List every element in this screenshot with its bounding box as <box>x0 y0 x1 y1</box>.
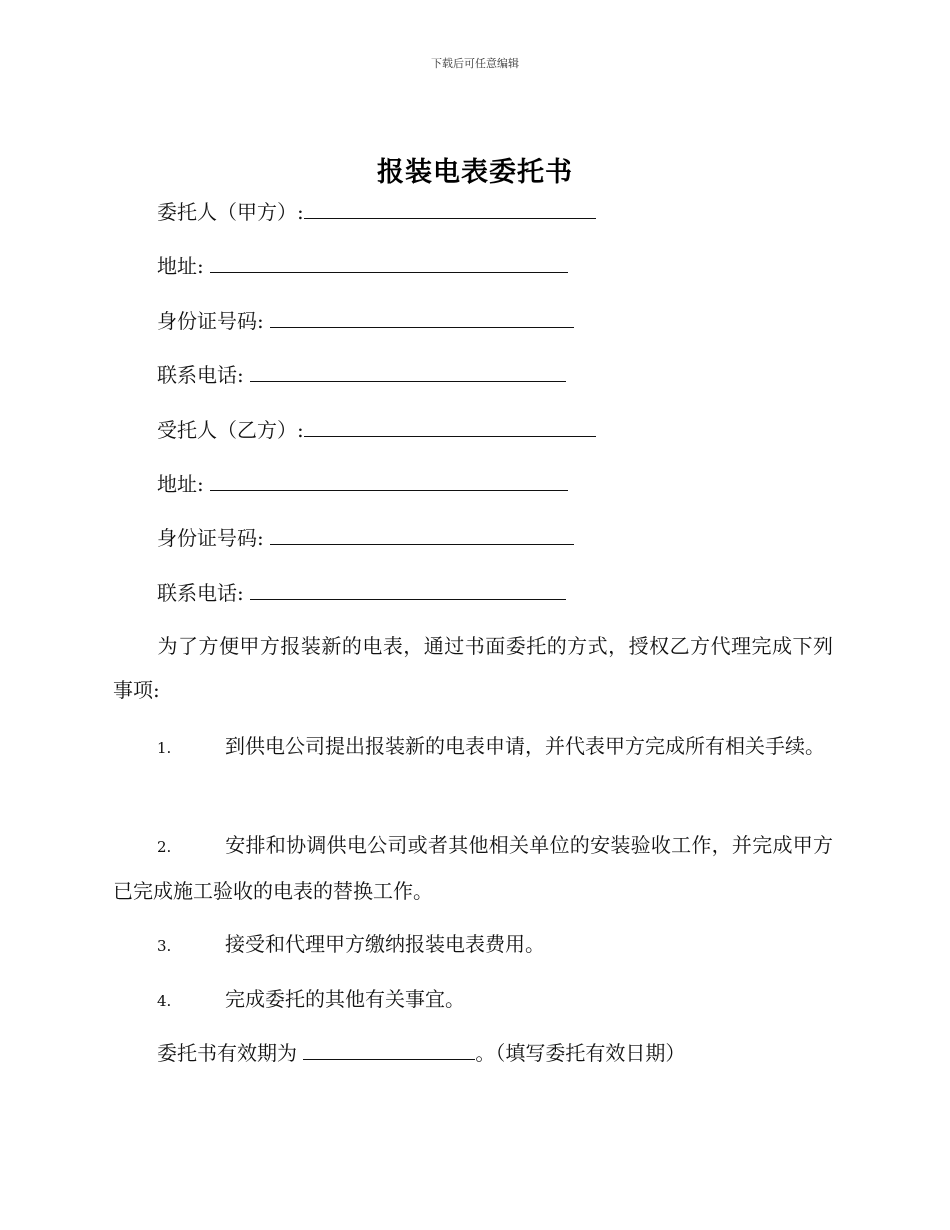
item-text: 接受和代理甲方缴纳报装电表费用。 <box>225 932 545 956</box>
list-item <box>113 977 833 1023</box>
validity-prefix: 委托书有效期为 <box>157 1041 304 1065</box>
validity-suffix: 。（填写委托有效日期） <box>475 1041 686 1065</box>
fill-blank[interactable] <box>304 416 596 437</box>
list-item <box>113 823 833 913</box>
fill-blank[interactable] <box>250 579 566 600</box>
field-label: 受托人（乙方）: <box>157 418 304 442</box>
item-text: 完成委托的其他有关事宜。 <box>225 987 465 1011</box>
field-principal-name <box>157 198 596 226</box>
field-principal-id <box>157 307 574 335</box>
item-text: 到供电公司提出报装新的电表申请，并代表甲方完成所有相关手续。 <box>225 734 825 758</box>
fill-blank[interactable] <box>210 470 568 491</box>
validity-line <box>157 1039 685 1067</box>
field-agent-address <box>157 470 568 498</box>
header-note: 下载后可任意编辑 <box>431 57 519 70</box>
field-label: 联系电话: <box>157 363 251 387</box>
fill-blank[interactable] <box>210 252 568 273</box>
intro-paragraph <box>113 624 833 712</box>
validity-date-blank[interactable] <box>303 1039 475 1060</box>
field-principal-address <box>157 252 568 280</box>
item-number: 3. <box>157 937 172 955</box>
field-agent-name <box>157 416 596 444</box>
field-principal-phone <box>157 361 566 389</box>
fill-blank[interactable] <box>270 524 574 545</box>
item-number: 4. <box>157 992 172 1010</box>
item-number: 2. <box>157 838 172 856</box>
field-label: 联系电话: <box>157 581 251 605</box>
list-item <box>113 724 833 770</box>
fill-blank[interactable] <box>304 198 596 219</box>
field-label: 委托人（甲方）: <box>157 200 304 224</box>
field-label: 地址: <box>157 254 211 278</box>
list-item <box>113 922 833 968</box>
field-label: 地址: <box>157 472 211 496</box>
field-agent-id <box>157 524 574 552</box>
item-number: 1. <box>157 739 172 757</box>
intro-text: 为了方便甲方报装新的电表，通过书面委托的方式，授权乙方代理完成下列事项: <box>113 634 833 702</box>
item-text: 安排和协调供电公司或者其他相关单位的安装验收工作，并完成甲方已完成施工验收的电表的替换工作。 <box>113 833 833 903</box>
field-label: 身份证号码: <box>157 526 271 550</box>
fill-blank[interactable] <box>270 307 574 328</box>
document-title: 报装电表委托书 <box>377 157 573 188</box>
field-agent-phone <box>157 579 566 607</box>
fill-blank[interactable] <box>250 361 566 382</box>
field-label: 身份证号码: <box>157 309 271 333</box>
